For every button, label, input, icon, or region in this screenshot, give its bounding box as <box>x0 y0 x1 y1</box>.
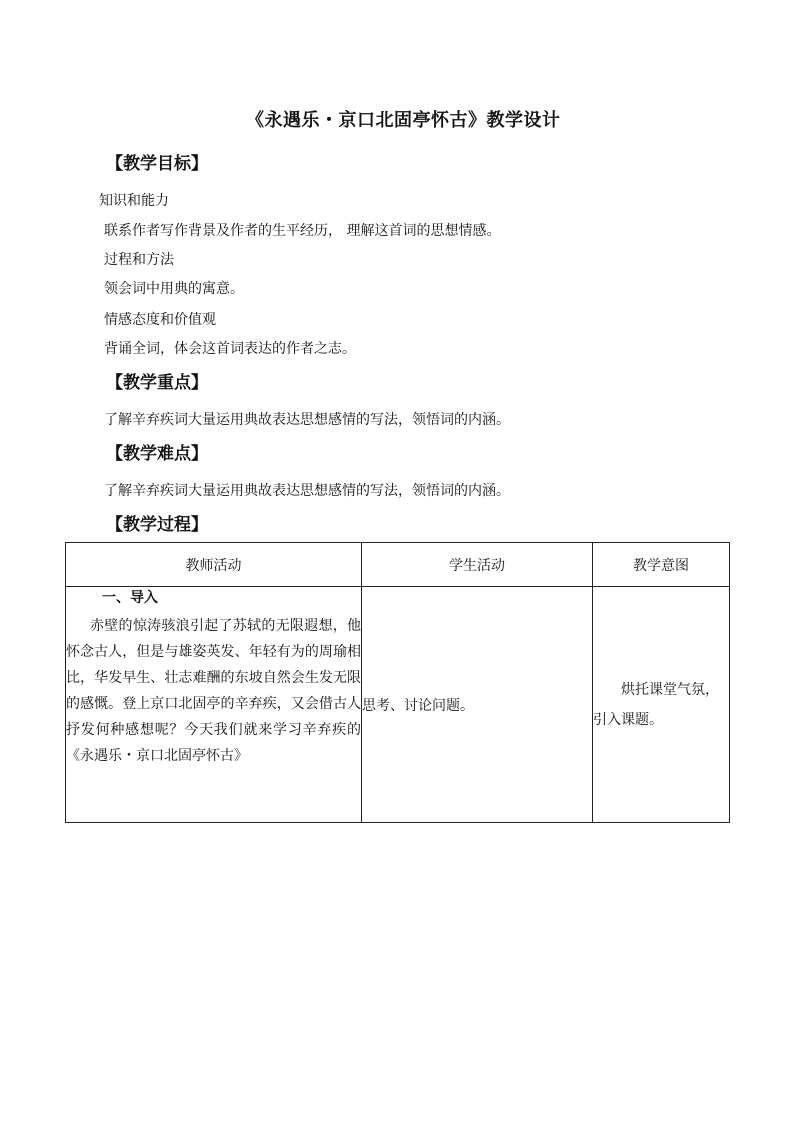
difficulties-text: 了解辛弃疾词大量运用典故表达思想感情的写法，领悟词的内涵。 <box>104 483 510 499</box>
column-header-student: 学生活动 <box>362 543 593 587</box>
process-table <box>65 542 730 823</box>
process-label: 过程和方法 <box>104 252 174 268</box>
teaching-intent-cell <box>593 587 730 823</box>
table-row <box>66 587 730 823</box>
objectives-heading: 【教学目标】 <box>106 154 208 174</box>
section-title: 一、导入 <box>102 590 158 606</box>
table-header-row <box>66 543 730 587</box>
emotion-text: 背诵全词，体会这首词表达的作者之志。 <box>104 341 356 357</box>
student-activity-text: 思考、讨论问题。 <box>362 697 474 714</box>
process-text: 领会词中用典的寓意。 <box>104 281 244 297</box>
emotion-label: 情感态度和价值观 <box>104 312 216 328</box>
teaching-intent-text: 烘托课堂气氛，引入课题。 <box>593 681 719 728</box>
knowledge-text: 联系作者写作背景及作者的生平经历， 理解这首词的思想情感。 <box>104 223 501 239</box>
student-activity-cell <box>362 587 593 823</box>
difficulties-heading: 【教学难点】 <box>106 444 208 464</box>
teacher-activity-text: 赤壁的惊涛骇浪引起了苏轼的无限遐想，他怀念古人，但是与雄姿英发、年轻有为的周瑜相比，华发早生、壮志难酬的东坡自然会生发无限的感慨。登上京口北固亭的辛弃疾，又会借古人抒发何种感想呢？今天我们就来学习辛弃疾的《永遇乐・京口北固亭怀古》 <box>66 618 361 764</box>
column-header-intent: 教学意图 <box>593 543 730 587</box>
key-points-heading: 【教学重点】 <box>106 373 208 393</box>
process-heading: 【教学过程】 <box>106 515 208 535</box>
teacher-activity-cell <box>66 587 362 823</box>
key-points-text: 了解辛弃疾词大量运用典故表达思想感情的写法，领悟词的内涵。 <box>104 412 510 428</box>
knowledge-label: 知识和能力 <box>99 193 169 209</box>
document-title: 《永遇乐・京口北固亭怀古》教学设计 <box>246 110 561 131</box>
column-header-teacher: 教师活动 <box>66 543 362 587</box>
